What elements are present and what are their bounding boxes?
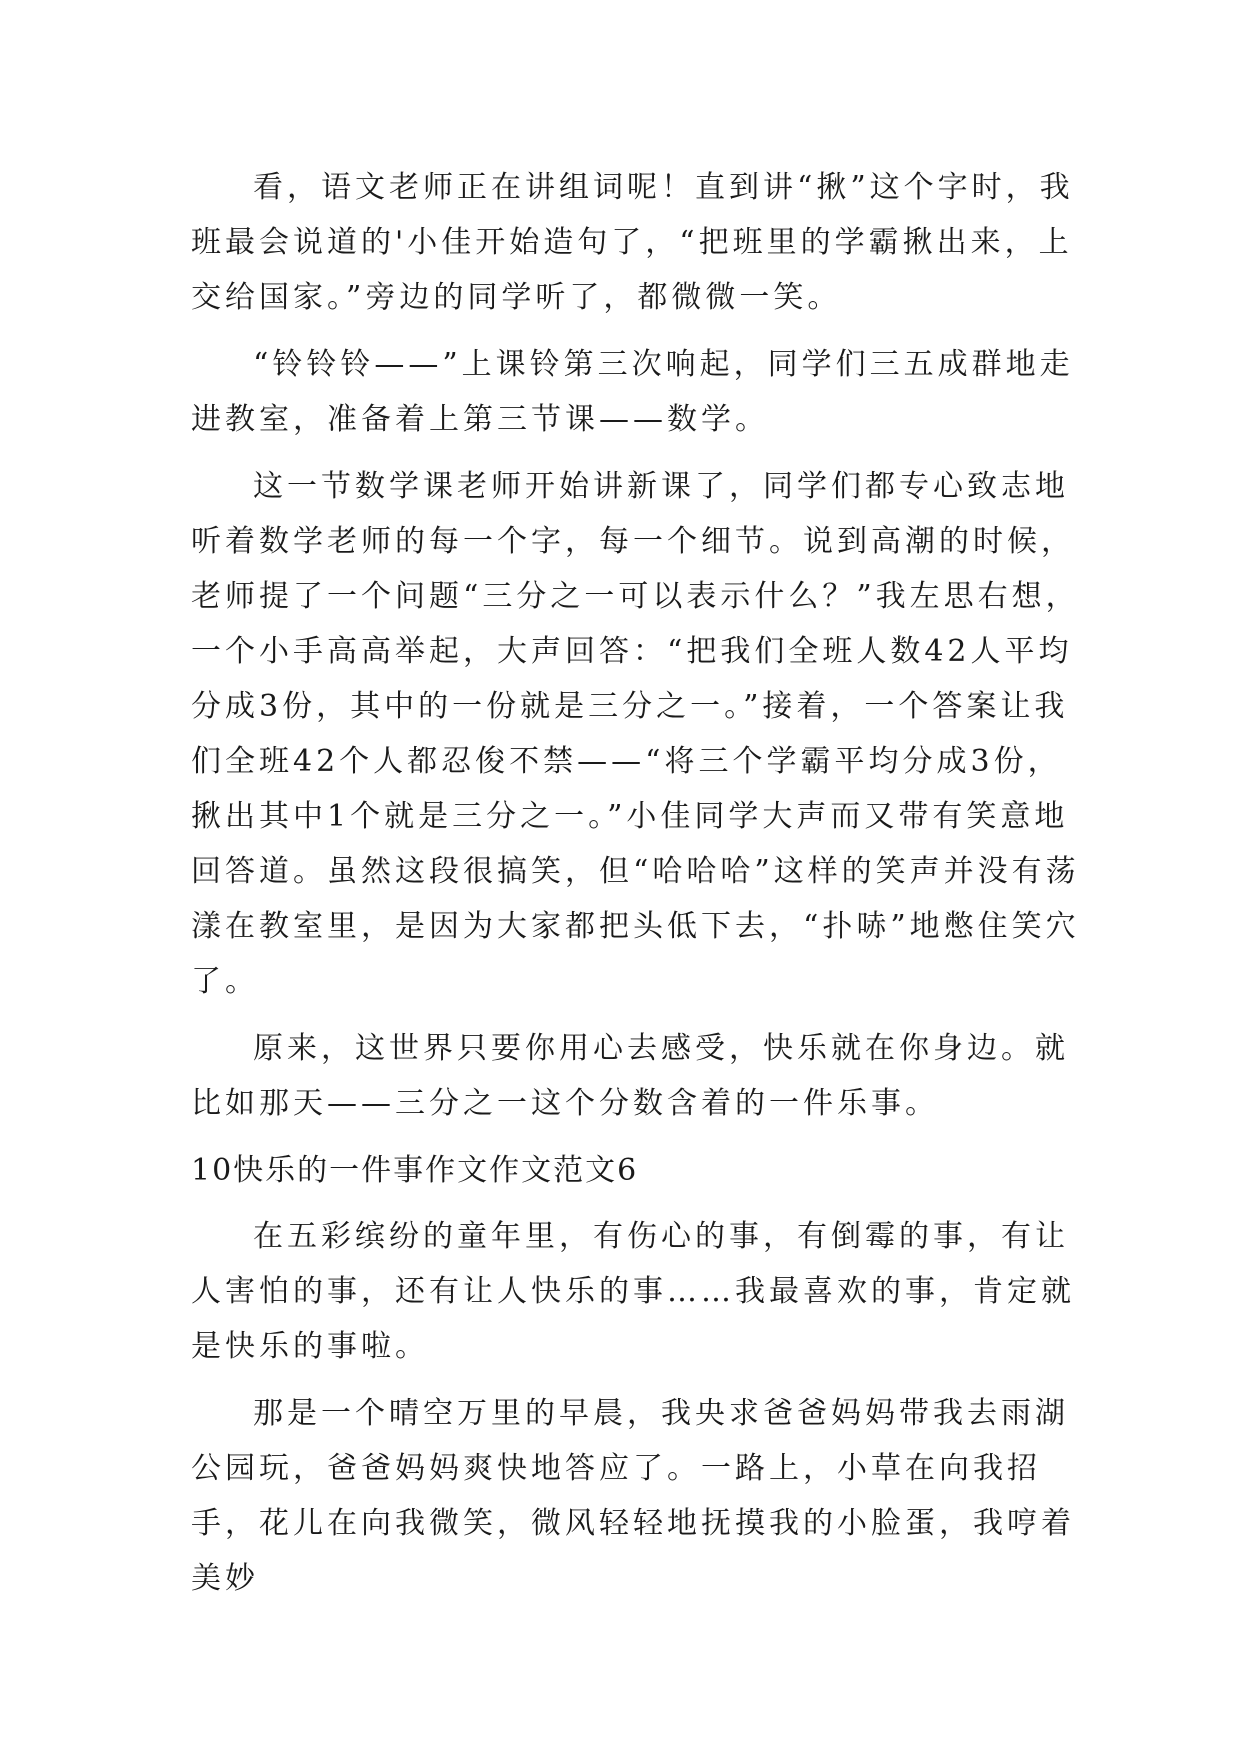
paragraph-conclusion: 原来，这世界只要你用心去感受，快乐就在你身边。就比如那天——三分之一这个分数含着的一件乐事。 (191, 1031, 1069, 1121)
paragraph-park-trip: 那是一个晴空万里的早晨，我央求爸爸妈妈带我去雨湖公园玩，爸爸妈妈爽快地答应了。一路上，小草在向我招手，花儿在向我微笑，微风轻轻地抚摸我的小脸蛋，我哼着美妙 (191, 1396, 1075, 1596)
paragraph-bell-rings: “铃铃铃——”上课铃第三次响起，同学们三五成群地走进教室，准备着上第三节课——数学。 (191, 347, 1074, 437)
paragraph-childhood: 在五彩缤纷的童年里，有伤心的事，有倒霉的事，有让人害怕的事，还有让人快乐的事……我最喜欢的事，肯定就是快乐的事啦。 (191, 1219, 1075, 1364)
paragraph-chinese-class: 看，语文老师正在讲组词呢！直到讲“揪”这个字时，我班最会说道的'小佳开始造句了，“把班里的学霸揪出来，上交给国家。”旁边的同学听了，都微微一笑。 (191, 170, 1074, 315)
document-body (191, 160, 1091, 1618)
essay-heading: 10快乐的一件事作文作文范文6 (191, 1153, 639, 1188)
paragraph-math-class: 这一节数学课老师开始讲新课了，同学们都专心致志地听着数学老师的每一个字，每一个细节。说到高潮的时候，老师提了一个问题“三分之一可以表示什么？”我左思右想，一个小手高高举起，大声回答：“把我们全班人数42人平均分成3份，其中的一份就是三分之一。”接着，一个答案让我们全班42个人都忍俊不禁——“将三个学霸平均分成3份，揪出其中1个就是三分之一。”小佳同学大声而又带有笑意地回答道。虽然这段很搞笑，但“哈哈哈”这样的笑声并没有荡漾在教室里，是因为大家都把头低下去，“扑哧”地憋住笑穴了。 (191, 469, 1080, 999)
